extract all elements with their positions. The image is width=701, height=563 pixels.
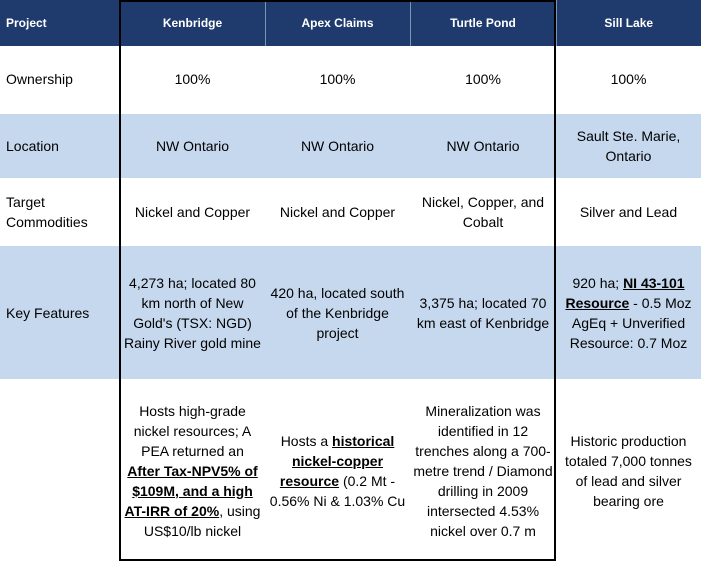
commodities-turtle-line1: Nickel, Copper, and xyxy=(421,194,545,210)
commodities-label-line1: Target xyxy=(6,194,45,210)
features-apex: 420 ha, located south of the Kenbridge project xyxy=(265,245,410,380)
features-turtle: 3,375 ha; located 70 km east of Kenbridge xyxy=(410,245,556,380)
header-sill-lake: Sill Lake xyxy=(556,0,701,46)
commodities-turtle-line2: Cobalt xyxy=(462,214,504,230)
ownership-apex: 100% xyxy=(265,46,410,113)
details-apex-pre: Hosts a xyxy=(280,432,333,449)
details-kenbridge xyxy=(120,380,265,561)
commodities-label-line2: Commodities xyxy=(6,214,88,230)
row-details xyxy=(0,380,701,561)
details-sill: Historic production totaled 7,000 tonnes of lead and silver bearing ore xyxy=(556,380,701,561)
features-sill-emphasis: NI 43-101 Resource xyxy=(565,274,685,311)
header-kenbridge: Kenbridge xyxy=(120,0,265,46)
details-label xyxy=(0,380,120,561)
ownership-turtle: 100% xyxy=(410,46,556,113)
location-sill-line2: Ontario xyxy=(605,148,652,164)
features-sill-pre: 920 ha; xyxy=(572,274,624,291)
row-commodities xyxy=(0,179,701,245)
commodities-sill: Silver and Lead xyxy=(556,179,701,245)
commodities-label xyxy=(0,179,120,245)
header-row xyxy=(0,0,701,46)
row-key-features xyxy=(0,245,701,380)
features-label: Key Features xyxy=(0,245,120,380)
ownership-label: Ownership xyxy=(0,46,120,113)
row-location xyxy=(0,113,701,179)
commodities-turtle xyxy=(410,179,556,245)
details-turtle: Mineralization was identified in 12 trenches along a 700-metre trend / Diamond drilling in 2009 intersected 4.53% nickel over 0.7 m xyxy=(410,380,556,561)
header-apex-claims: Apex Claims xyxy=(265,0,410,46)
row-ownership xyxy=(0,46,701,113)
location-turtle: NW Ontario xyxy=(410,113,556,179)
details-apex-emphasis: historical nickel-copper resource xyxy=(279,432,395,489)
details-apex-post: (0.2 Mt - 0.56% Ni & 1.03% Cu xyxy=(269,472,406,509)
location-apex: NW Ontario xyxy=(265,113,410,179)
location-kenbridge: NW Ontario xyxy=(120,113,265,179)
commodities-kenbridge: Nickel and Copper xyxy=(120,179,265,245)
features-kenbridge: 4,273 ha; located 80 km north of New Gold's (TSX: NGD) Rainy River gold mine xyxy=(120,245,265,380)
header-turtle-pond: Turtle Pond xyxy=(410,0,556,46)
location-sill-line1: Sault Ste. Marie, xyxy=(576,128,681,144)
details-kenbridge-pre: Hosts high-grade nickel resources; A PEA returned an xyxy=(133,402,252,459)
ownership-sill: 100% xyxy=(556,46,701,113)
commodities-apex: Nickel and Copper xyxy=(265,179,410,245)
ownership-kenbridge: 100% xyxy=(120,46,265,113)
location-label: Location xyxy=(0,113,120,179)
features-sill-post: - 0.5 Moz AgEq + Unverified Resource: 0.7 Moz xyxy=(569,294,692,351)
details-kenbridge-emphasis: After Tax-NPV5% of $109M, and a high AT-IRR of 20% xyxy=(124,462,258,519)
features-sill xyxy=(556,245,701,380)
details-apex xyxy=(265,380,410,561)
header-project: Project xyxy=(0,0,120,46)
details-kenbridge-post: , using US$10/lb nickel xyxy=(143,502,261,539)
location-sill xyxy=(556,113,701,179)
